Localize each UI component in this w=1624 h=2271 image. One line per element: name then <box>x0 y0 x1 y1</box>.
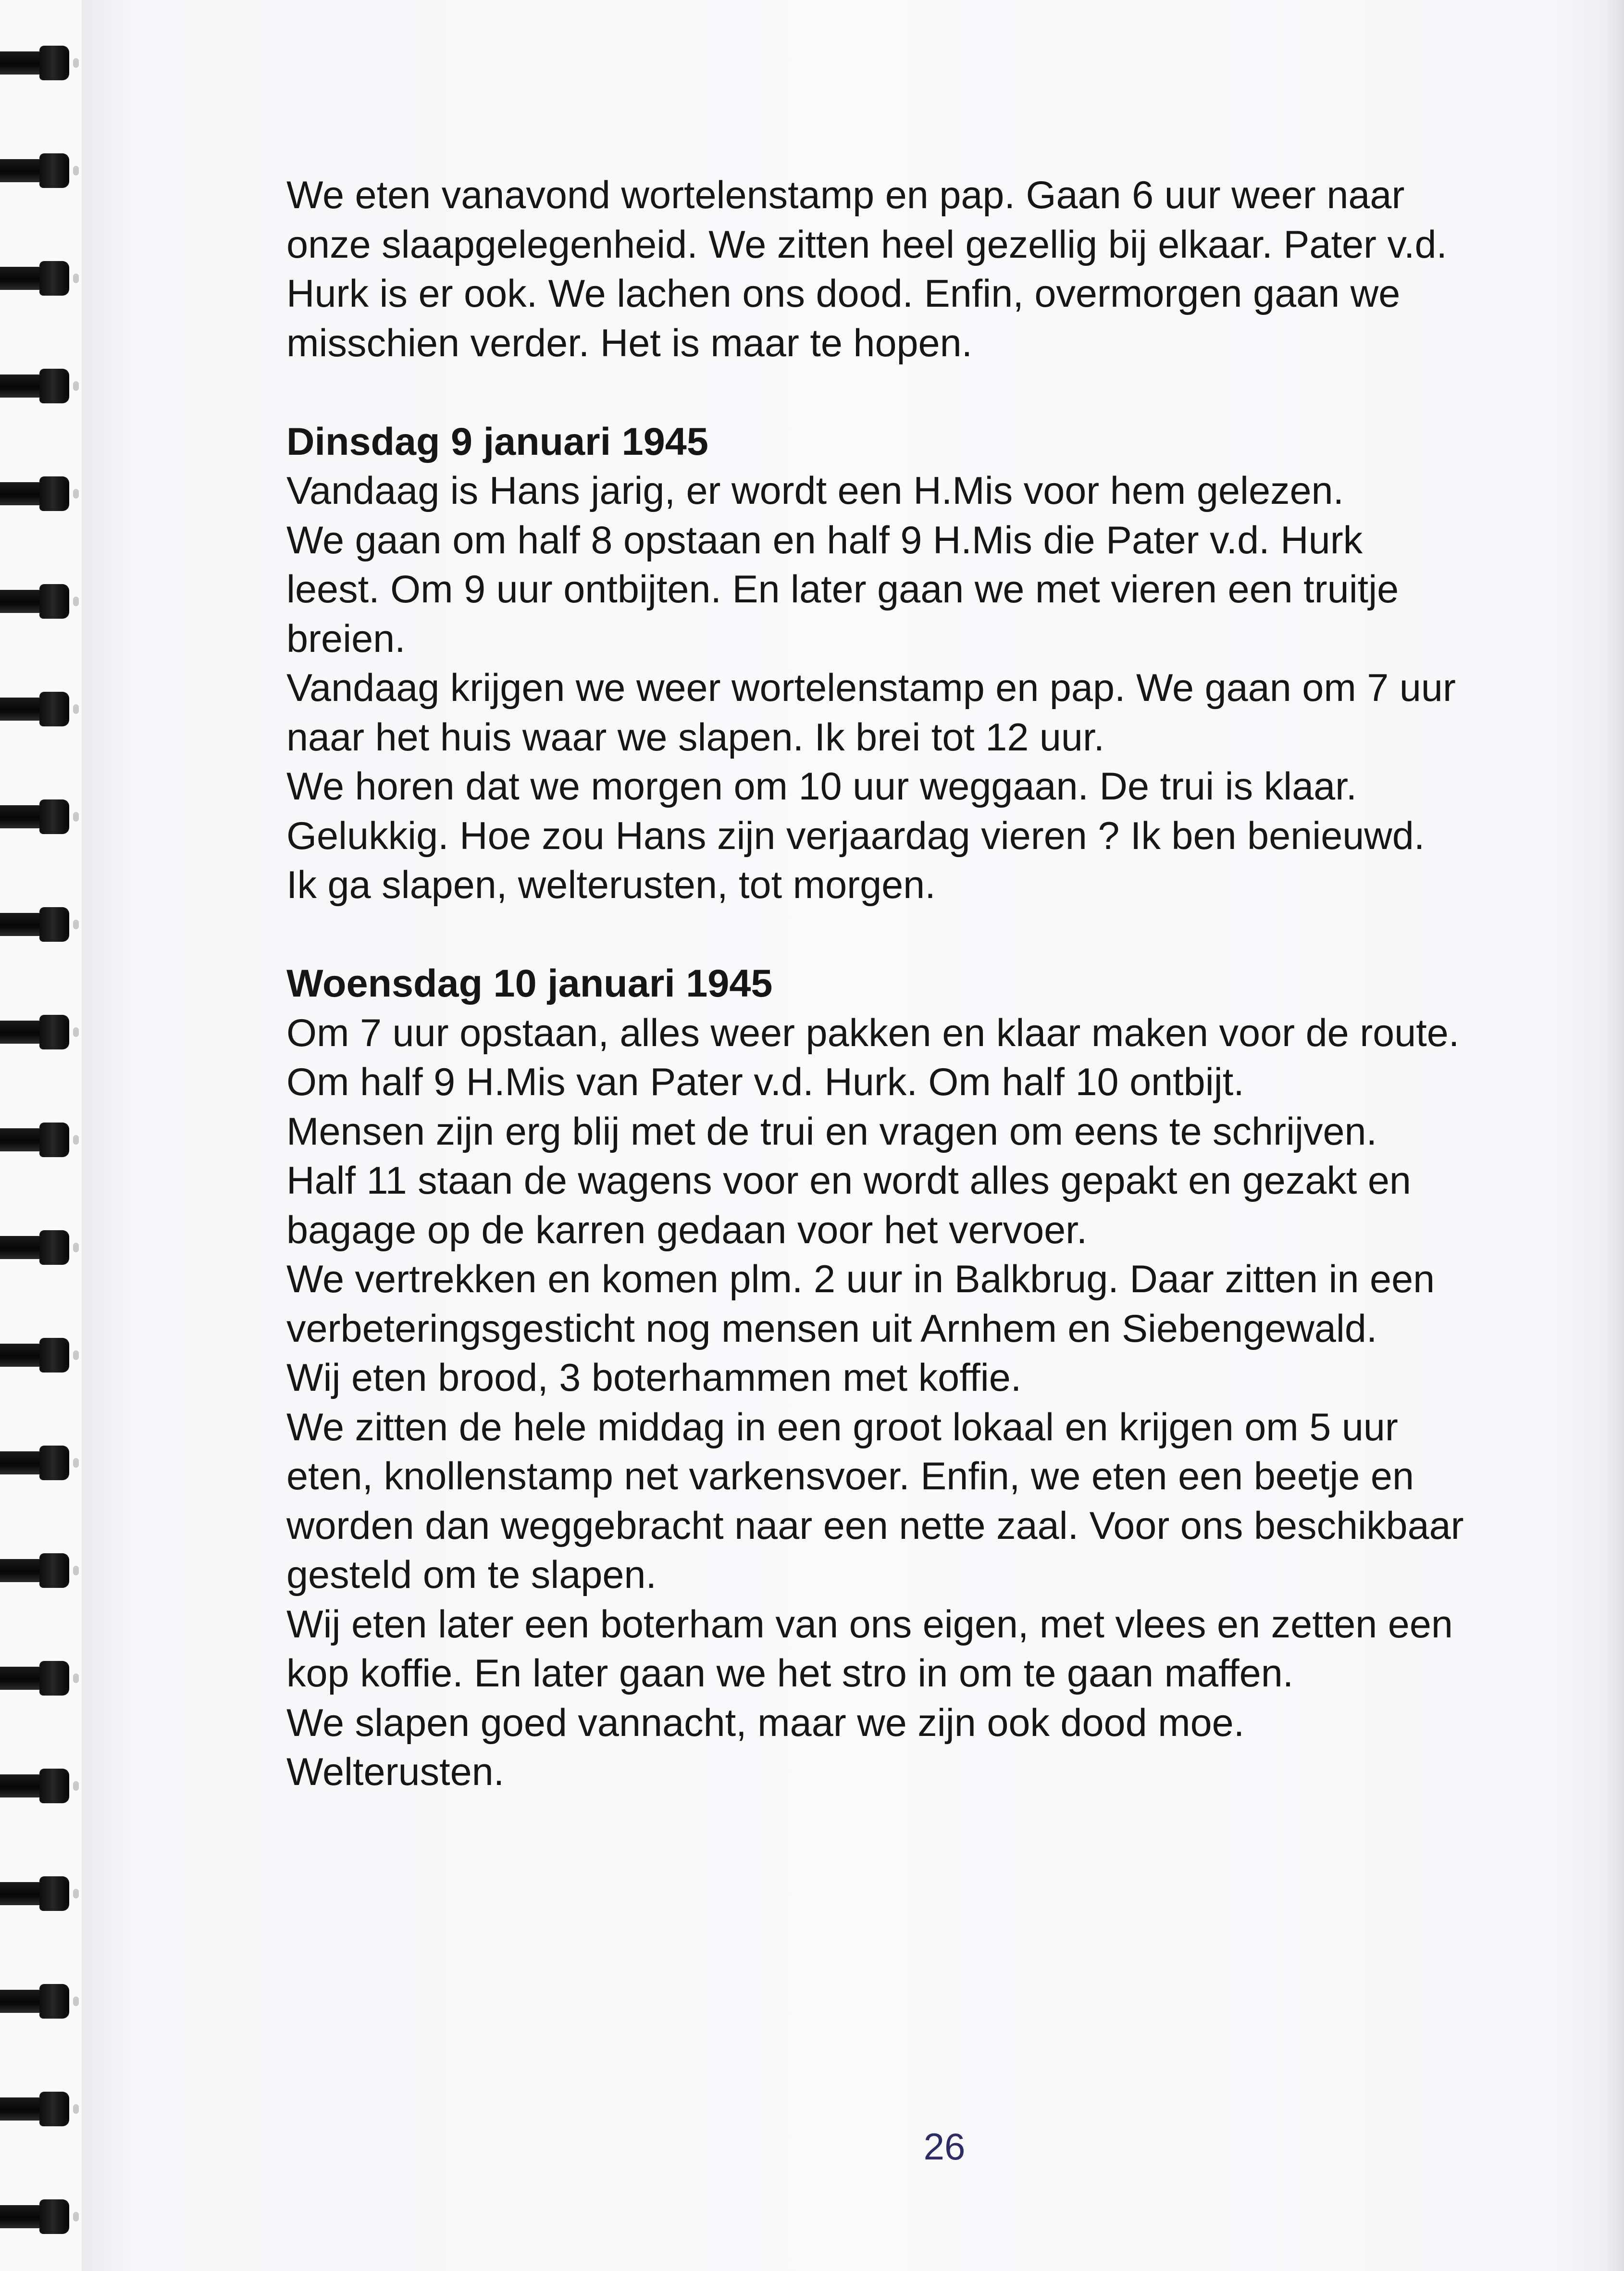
binding-ring <box>0 1769 72 1803</box>
paragraph-gap <box>286 910 1618 960</box>
ring-tip <box>39 261 69 296</box>
binding-ring <box>0 261 72 296</box>
text-line: Om half 9 H.Mis van Pater v.d. Hurk. Om half 10 ontbijt. <box>286 1061 1244 1104</box>
binding-ring <box>0 2199 72 2234</box>
punch-hole <box>73 812 79 822</box>
ring-tip <box>39 2092 69 2126</box>
text-line: eten, knollenstamp net varkensvoer. Enfin, we eten een beetje en <box>286 1455 1414 1498</box>
text-line: Welterusten. <box>286 1750 505 1794</box>
paragraph-gap <box>286 368 1618 417</box>
text-line: We horen dat we morgen om 10 uur weggaan. De trui is klaar. <box>286 765 1357 808</box>
entry-date-heading: Dinsdag 9 januari 1945 <box>286 420 708 463</box>
entry-date-heading: Woensdag 10 januari 1945 <box>286 962 773 1005</box>
notebook-page <box>72 0 1624 2271</box>
punch-hole <box>73 274 79 283</box>
text-line: Hurk is er ook. We lachen ons dood. Enfin, overmorgen gaan we <box>286 272 1401 315</box>
ring-tip <box>39 692 69 726</box>
punch-hole <box>73 1135 79 1145</box>
text-line: We gaan om half 8 opstaan en half 9 H.Mis die Pater v.d. Hurk <box>286 518 1363 562</box>
punch-hole <box>73 1996 79 2006</box>
ring-tip <box>39 2199 69 2234</box>
diary-entry-wednesday <box>286 959 1618 1797</box>
binding-ring <box>0 369 72 403</box>
punch-hole <box>73 58 79 68</box>
text-line: Wij eten brood, 3 boterhammen met koffie. <box>286 1356 1022 1399</box>
text-line: misschien verder. Het is maar te hopen. <box>286 321 973 365</box>
page-number: 26 <box>923 2125 966 2168</box>
ring-tip <box>39 476 69 511</box>
diary-entry-tuesday <box>286 417 1618 910</box>
text-line: breien. <box>286 617 406 661</box>
text-line: onze slaapgelegenheid. We zitten heel gezellig bij elkaar. Pater v.d. <box>286 223 1448 266</box>
text-line: leest. Om 9 uur ontbijten. En later gaan we met vieren een truitje <box>286 568 1399 611</box>
ring-tip <box>39 907 69 942</box>
binding-ring <box>0 1876 72 1911</box>
punch-hole <box>73 1673 79 1683</box>
binding-ring <box>0 46 72 80</box>
text-line: We vertrekken en komen plm. 2 uur in Balkbrug. Daar zitten in een <box>286 1258 1435 1301</box>
text-line: Mensen zijn erg blij met de trui en vragen om eens te schrijven. <box>286 1110 1377 1153</box>
ring-tip <box>39 1123 69 1157</box>
ring-tip <box>39 799 69 834</box>
ring-tip <box>39 153 69 188</box>
punch-hole <box>73 704 79 714</box>
punch-hole <box>73 166 79 175</box>
text-line: naar het huis waar we slapen. Ik brei tot 12 uur. <box>286 715 1104 759</box>
binding-ring <box>0 1661 72 1696</box>
diary-text <box>286 171 1618 1797</box>
ring-tip <box>39 1984 69 2019</box>
binding-ring <box>0 2092 72 2126</box>
punch-hole <box>73 2104 79 2114</box>
binding-ring <box>0 153 72 188</box>
punch-hole <box>73 489 79 499</box>
text-line: kop koffie. En later gaan we het stro in om te gaan maffen. <box>286 1652 1294 1695</box>
punch-hole <box>73 1458 79 1468</box>
punch-hole <box>73 381 79 391</box>
text-line: Gelukkig. Hoe zou Hans zijn verjaardag vieren ? Ik ben benieuwd. <box>286 814 1425 858</box>
spiral-binding <box>0 0 82 2271</box>
ring-tip <box>39 369 69 403</box>
text-line: gesteld om te slapen. <box>286 1553 657 1597</box>
binding-ring <box>0 1338 72 1373</box>
ring-tip <box>39 584 69 619</box>
text-line: Ik ga slapen, welterusten, tot morgen. <box>286 863 936 907</box>
ring-tip <box>39 1446 69 1480</box>
binding-ring <box>0 1015 72 1049</box>
binding-ring <box>0 1984 72 2019</box>
ring-tip <box>39 1661 69 1696</box>
text-line: We eten vanavond wortelenstamp en pap. Gaan 6 uur weer naar <box>286 174 1405 217</box>
text-line: Vandaag is Hans jarig, er wordt een H.Mis voor hem gelezen. <box>286 469 1344 512</box>
ring-tip <box>39 1769 69 1803</box>
text-line: Wij eten later een boterham van ons eigen, met vlees en zetten een <box>286 1602 1453 1646</box>
text-line: Om 7 uur opstaan, alles weer pakken en klaar maken voor de route. <box>286 1011 1460 1055</box>
ring-tip <box>39 46 69 80</box>
ring-tip <box>39 1338 69 1373</box>
binding-ring <box>0 692 72 726</box>
binding-ring <box>0 907 72 942</box>
binding-ring <box>0 584 72 619</box>
text-line: Half 11 staan de wagens voor en wordt alles gepakt en gezakt en <box>286 1159 1411 1202</box>
punch-hole <box>73 597 79 606</box>
ring-tip <box>39 1553 69 1588</box>
text-line: verbeteringsgesticht nog mensen uit Arnhem en Siebengewald. <box>286 1307 1377 1350</box>
punch-hole <box>73 1027 79 1037</box>
punch-hole <box>73 2212 79 2221</box>
binding-ring <box>0 1230 72 1265</box>
punch-hole <box>73 1781 79 1791</box>
text-line: We zitten de hele middag in een groot lokaal en krijgen om 5 uur <box>286 1405 1398 1449</box>
binding-ring <box>0 1123 72 1157</box>
punch-hole <box>73 1566 79 1575</box>
ring-tip <box>39 1015 69 1049</box>
punch-hole <box>73 1889 79 1898</box>
punch-hole <box>73 920 79 929</box>
ring-tip <box>39 1230 69 1265</box>
binding-ring <box>0 1446 72 1480</box>
ring-tip <box>39 1876 69 1911</box>
punch-hole <box>73 1243 79 1252</box>
binding-ring <box>0 1553 72 1588</box>
text-line: worden dan weggebracht naar een nette zaal. Voor ons beschikbaar <box>286 1504 1464 1547</box>
text-line: Vandaag krijgen we weer wortelenstamp en pap. We gaan om 7 uur <box>286 666 1456 710</box>
punch-hole <box>73 1350 79 1360</box>
binding-ring <box>0 799 72 834</box>
text-line: bagage op de karren gedaan voor het vervoer. <box>286 1208 1088 1252</box>
binding-ring <box>0 476 72 511</box>
intro-paragraph <box>286 171 1618 368</box>
text-line: We slapen goed vannacht, maar we zijn ook dood moe. <box>286 1701 1245 1745</box>
